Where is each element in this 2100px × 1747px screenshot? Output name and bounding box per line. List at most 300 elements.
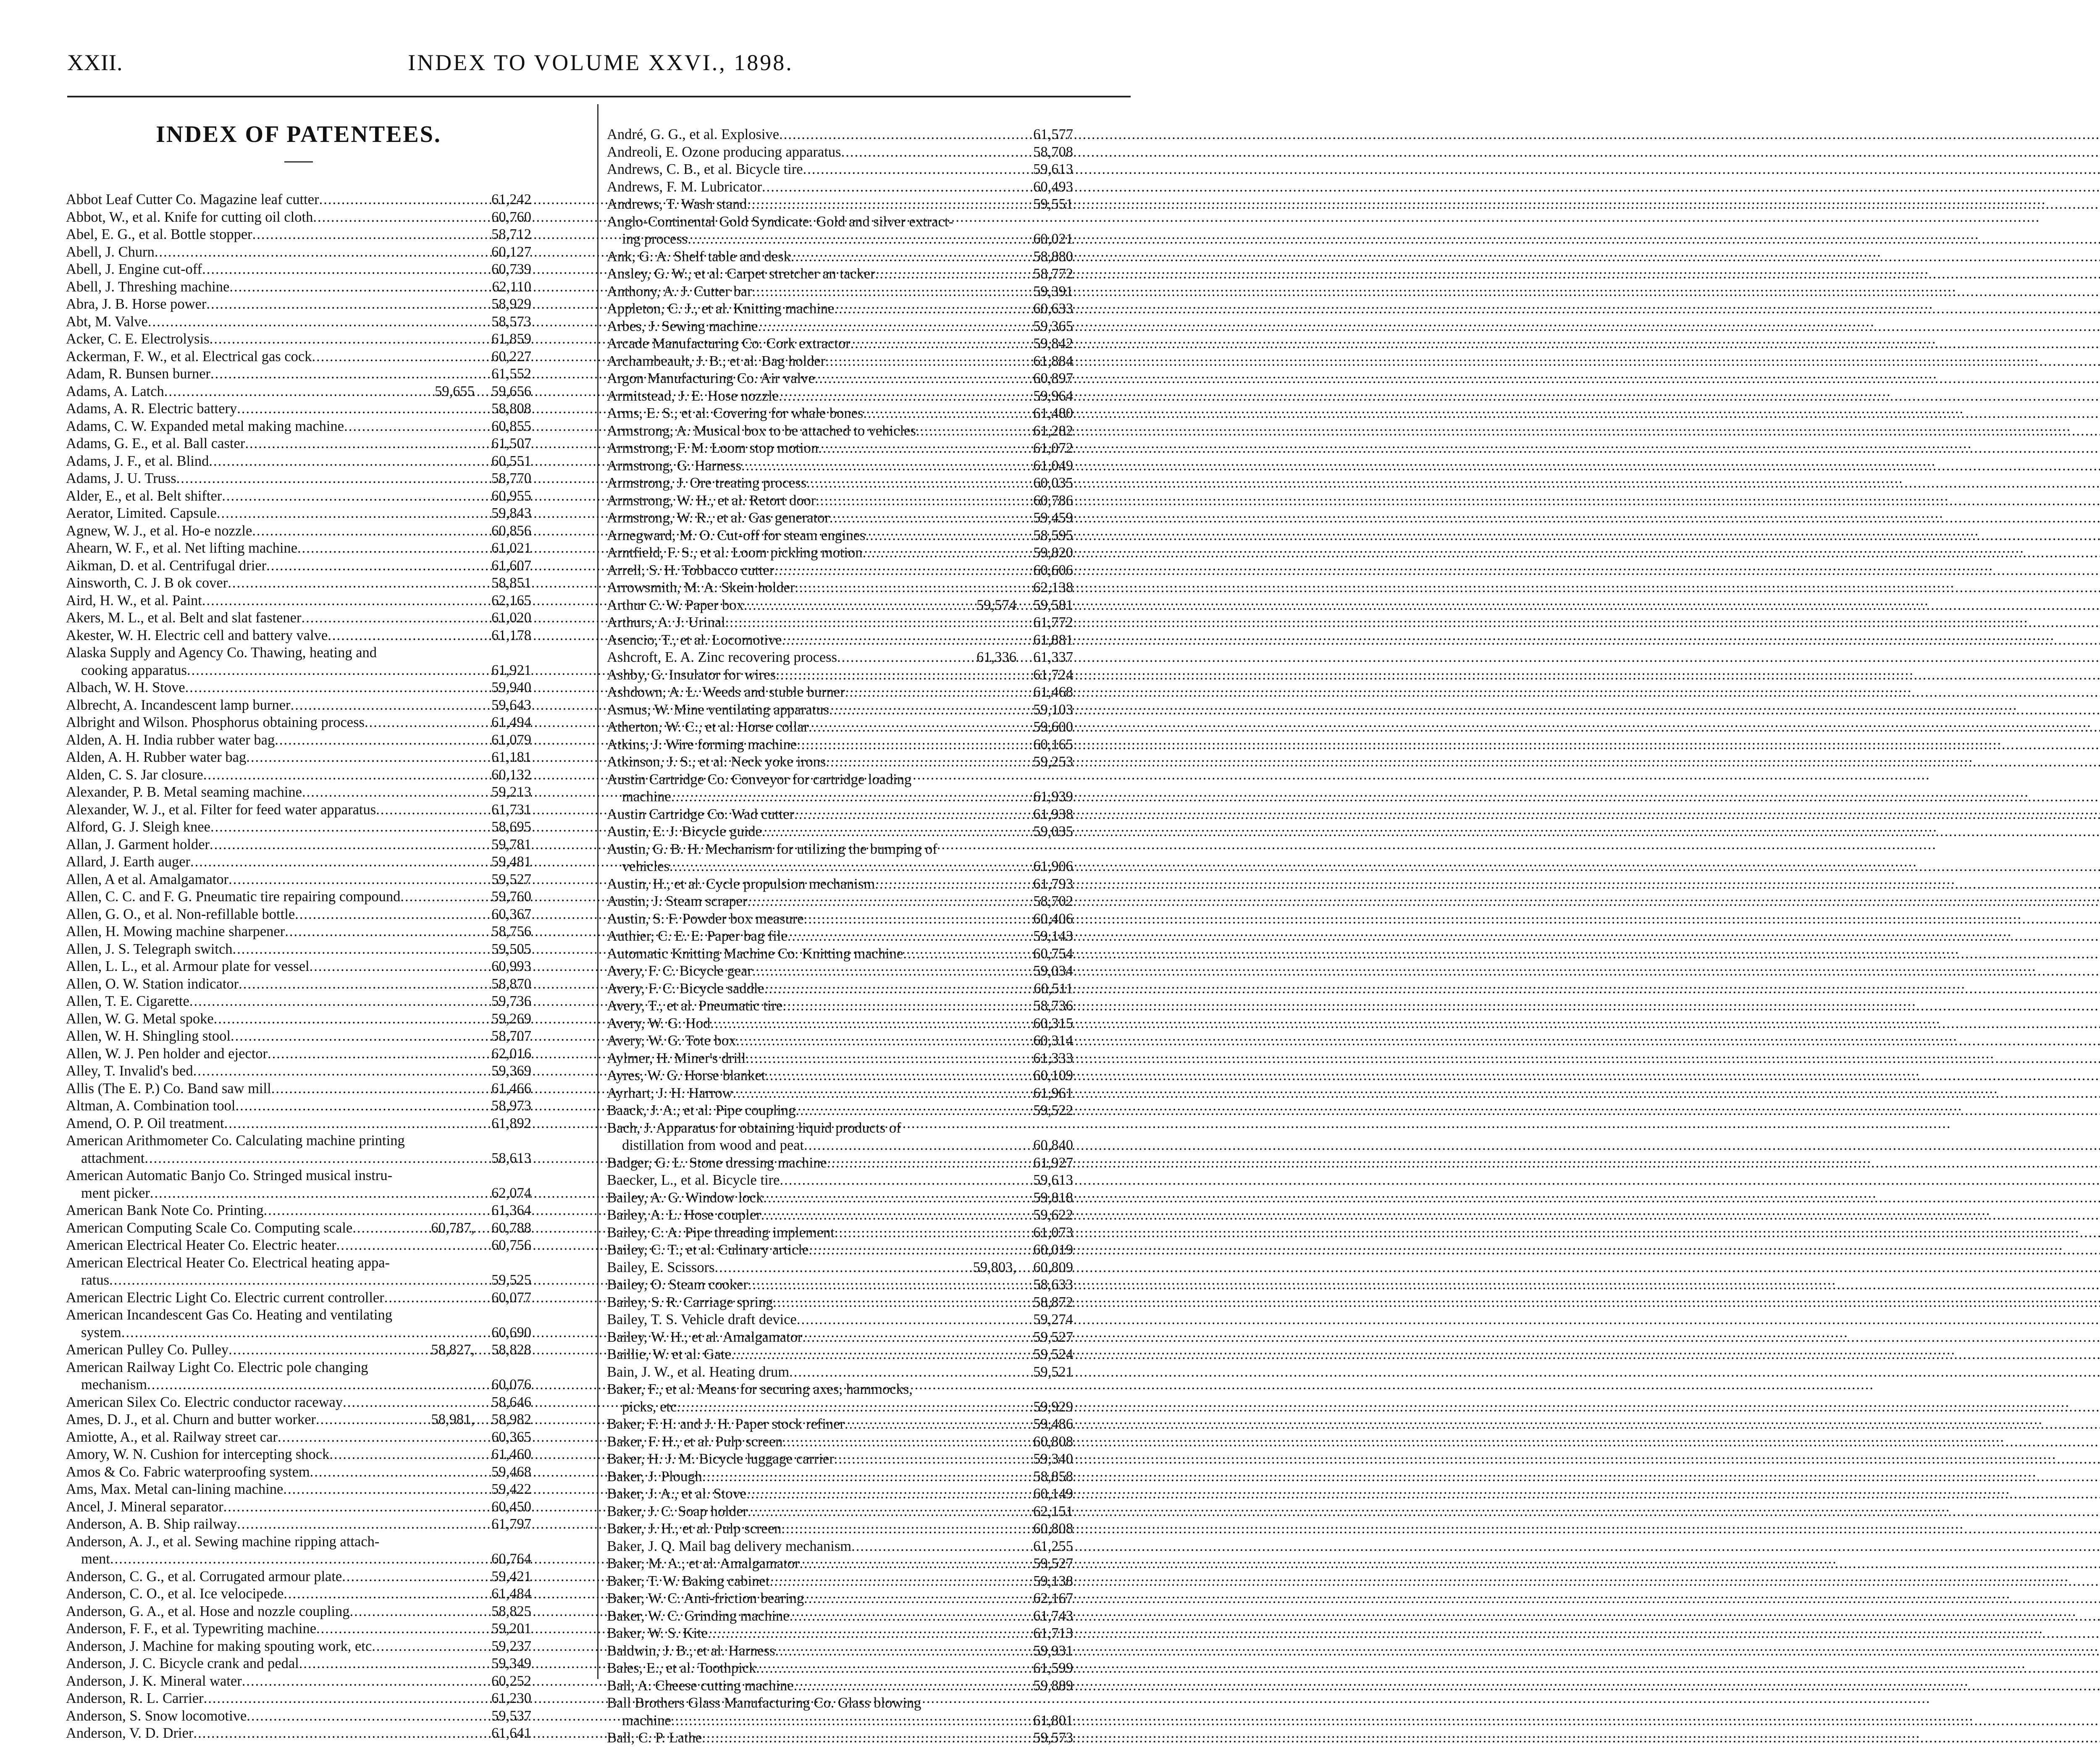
patent-number: 58,573 [491,313,531,330]
entry-line [607,1085,1073,1102]
entry-text: Bailey, S. R. Carriage spring [607,1294,773,1310]
dot-leader [756,1660,1016,1677]
index-entry [607,509,1073,527]
entry-line [607,1485,1073,1503]
entry-line [607,318,1073,336]
patent-number: 59,481 [491,854,531,870]
entry-text: Atherton, W. C., et al. Horse collar [607,719,809,735]
patent-number: 61,927 [1033,1154,1073,1171]
dot-leader [144,1150,475,1167]
dot-leader [802,1329,1016,1346]
patent-number: 59,253 [1033,754,1073,770]
patent-number: 58,646 [491,1394,531,1410]
entry-line [607,335,1073,353]
entry-line [607,1625,1073,1642]
dot-leader [283,1481,475,1498]
entry-text: machine [622,789,671,805]
dot-leader [247,1708,475,1725]
entry-text: Arbes, J. Sewing machine [607,318,758,334]
entry-line [607,1137,1073,1154]
index-entry [66,1638,531,1655]
index-entry [66,1097,531,1115]
entry-text: Allen, C. C. and F. G. Pneumatic tire repairing compound [66,889,401,905]
dot-leader [246,749,475,766]
dot-leader [336,1237,475,1254]
index-entry [66,488,531,505]
entry-line [66,1062,531,1080]
index-entry [66,784,531,801]
dot-leader [875,876,1016,893]
entry-line [66,470,531,488]
dot-leader [808,719,1016,736]
entry-line [66,871,531,889]
index-entry [66,1080,531,1098]
patent-number: 59,818 [1033,1189,1073,1206]
patent-number: 60,690 [491,1324,531,1340]
patent-number: 58,808 [491,401,531,417]
index-entry [607,1346,1073,1364]
patent-number: 61,801 [1033,1712,1073,1729]
dot-leader [863,544,1016,562]
entry-line [66,1550,531,1568]
dot-leader [310,958,475,976]
patent-number: 61,599 [1033,1660,1073,1676]
index-entry [66,941,531,958]
patent-number: 61,282 [1033,422,1073,439]
dot-leader [252,226,475,244]
patent-number: 59,422 [491,1481,531,1497]
patent-number: 59,527 [1033,1329,1073,1345]
index-entry [607,213,1073,248]
entry-line [607,614,1073,632]
entry-text: Andrews, T. Wash stand [607,196,747,212]
index-entry [66,1202,531,1220]
patent-number: 59,369 [491,1063,531,1079]
entry-text: Amend, O. P. Oil treatment [66,1115,224,1131]
entry-line [66,1498,531,1516]
entry-text: Amiotte, A., et al. Railway street car [66,1429,278,1445]
patent-number: 61,181 [491,749,531,765]
patent-number: 58,756 [491,923,531,939]
dot-leader [263,1202,475,1220]
patent-number: 60,808 [1033,1433,1073,1450]
dot-leader [916,422,1016,440]
patent-number: 60,127 [491,244,531,260]
index-entry [607,806,1073,824]
entry-line [66,1708,531,1725]
dot-leader [710,1015,1016,1033]
dot-leader [231,1028,475,1045]
entry-line [607,178,1073,196]
entry-text: Armstrong, W. R., et al. Gas generator [607,510,830,526]
entry-line [66,958,531,976]
entry-line [66,1132,531,1150]
dot-leader [762,178,1016,196]
entry-text: Andrews, C. B., et al. Bicycle tire [607,161,803,177]
entry-text: Abel, E. G., et al. Bottle stopper [66,226,252,242]
entry-text: Baldwin, J. B., et al. Harness [607,1642,775,1659]
dot-leader [837,649,976,666]
index-entry [66,1115,531,1133]
entry-line [607,265,1073,283]
dot-leader [808,1241,1016,1259]
dot-leader [804,1137,1016,1154]
patent-number: 59,459 [1033,510,1073,526]
patent-number: 61,797 [491,1516,531,1532]
patent-number: 61,021 [491,540,531,556]
dot-leader [835,1224,1016,1242]
entry-text: ratus [81,1272,110,1288]
patent-number: 60,764 [491,1551,531,1567]
index-entry [607,597,1073,614]
entry-text: attachment [81,1150,145,1166]
index-entry [607,318,1073,336]
dot-leader [746,1485,1016,1503]
entry-text: Avery, T., et al. Pneumatic tire [607,998,783,1014]
index-entry [607,475,1073,492]
dot-leader [372,1638,475,1655]
dot-leader [376,801,475,819]
title-dash [284,161,313,163]
patent-number: 58,870 [491,976,531,992]
entry-text: Armstrong, G. Harness [607,457,742,474]
entry-line [66,1516,531,1533]
dot-leader [365,714,475,732]
entry-text: Arcade Manufacturing Co. Cork extractor [607,336,850,351]
entry-text: Avery, W. G. Tote box [607,1033,736,1049]
index-entry [66,1673,531,1690]
patent-number: 58,633 [1033,1277,1073,1293]
entry-line [66,888,531,906]
index-entry [607,1381,1073,1416]
patent-number: 61,577 [1033,126,1073,142]
index-entry [66,1289,531,1307]
entry-text: Austin, J. Steam scraper [607,893,748,909]
entry-line [607,300,1073,318]
index-entry [66,191,531,209]
patent-number: 58,613 [491,1150,531,1166]
entry-text: Akester, W. H. Electric cell and battery valve [66,627,328,643]
index-entry [607,1555,1073,1573]
dot-leader [850,335,1016,353]
entry-text: Ashcroft, E. A. Zinc recovering process [607,649,837,665]
patent-number: 59,940 [491,679,531,695]
entry-line [607,388,1073,405]
entry-line [607,1555,1073,1573]
entry-line [66,1115,531,1133]
index-entry [607,265,1073,283]
entry-text: Baker, F. H. and J. H. Paper stock refiner [607,1416,845,1432]
entry-line [607,1729,1073,1747]
index-entry [66,888,531,906]
entry-text: Adams, J. U. Truss [66,470,176,486]
patent-number: 60,786 [1033,492,1073,509]
index-entry [607,1642,1073,1660]
entry-line [66,1150,531,1167]
dot-leader [688,231,1016,248]
index-entry [66,1306,531,1341]
patent-number: 59,820 [1033,545,1073,561]
patent-number: 59,527 [491,871,531,887]
dot-leader [217,505,475,522]
entry-line [66,941,531,958]
entry-line [66,453,531,470]
index-entry [66,1045,531,1063]
patent-number: 62,165 [491,592,531,609]
dot-leader [202,592,475,610]
index-entry [607,544,1073,562]
dot-leader [271,1080,475,1098]
entry-text: Asencio, T., et al. Locomotive [607,632,782,648]
entry-line [66,418,531,435]
dot-leader [312,348,475,366]
dot-leader [752,283,1016,301]
index-entry [66,348,531,366]
entry-line [66,679,531,697]
patent-number: 61,364 [491,1202,531,1218]
entry-text: Atkins, J. Wire forming machine [607,736,797,753]
entry-line [66,1603,531,1621]
patent-number: 61,859 [491,331,531,347]
index-entry [66,1708,531,1725]
index-entry [66,853,531,871]
entry-line [66,976,531,993]
entry-text: Arnegward, M. O. Cut-off for steam engines [607,527,866,543]
header-rule [67,96,1131,97]
entry-line [66,1097,531,1115]
dot-leader [295,906,475,923]
index-entry [607,1520,1073,1538]
dot-leader [299,1655,475,1673]
dot-leader [329,1446,475,1464]
entry-text: Baker, J. H., et al. Pulp screen [607,1521,782,1537]
entry-line [66,1341,531,1359]
index-entry [607,614,1073,632]
dot-leader [110,1550,475,1568]
patent-number: 59,421 [491,1568,531,1584]
patent-number: 61,460 [491,1446,531,1462]
entry-line [607,1642,1073,1660]
patent-number: 60,856 [491,522,531,539]
entry-text: Anderson, C. G., et al. Corrugated armour plate [66,1568,342,1584]
dot-leader [797,736,1016,754]
dot-leader [669,858,1016,876]
index-entry [607,1294,1073,1312]
index-entry [607,1050,1073,1068]
entry-line [607,893,1073,910]
entry-line [607,1050,1073,1068]
entry-text: Ames, D. J., et al. Churn and butter worker [66,1411,316,1427]
index-entry [66,766,531,784]
dot-leader [266,557,475,575]
index-entry [607,283,1073,301]
entry-text: Armstrong, W. H., et al. Retort door [607,492,816,509]
dot-leader [875,265,1016,283]
patent-number: 61,072 [1033,440,1073,456]
entry-text: Bailey, T. S. Vehicle draft device [607,1312,797,1327]
patent-number: 58,872 [1033,1294,1073,1310]
entry-line [607,457,1073,475]
entry-text: Bailey, A. G. Window lock [607,1189,764,1206]
entry-line [607,283,1073,301]
patent-number: 59,622 [1033,1207,1073,1223]
patent-number: 59,613 [1033,1172,1073,1188]
patent-number: 59,573 [1033,1730,1073,1746]
index-entry [66,1167,531,1202]
dot-leader [715,1259,973,1277]
entry-line [66,818,531,836]
index-entry [66,400,531,418]
index-entry [607,144,1073,161]
patent-number: 61,468 [1033,684,1073,700]
index-entry [66,453,531,470]
dot-leader [788,928,1016,945]
dot-leader [319,191,475,209]
dot-leader [164,383,435,401]
patent-number: 59,843 [491,505,531,521]
dot-leader [776,666,1016,684]
dot-leader [748,1276,1016,1294]
index-entry [66,209,531,226]
patent-number: 61,049 [1033,457,1073,474]
entry-line [66,801,531,819]
dot-leader [233,941,475,958]
entry-text: Bailey, O. Steam cooker [607,1277,748,1293]
index-entry [66,1603,531,1621]
dot-leader [804,910,1016,928]
patent-number: 61,772 [1033,614,1073,630]
dot-leader [202,261,475,278]
dot-leader [278,1429,475,1446]
index-entry [66,1585,531,1603]
index-entry [607,632,1073,649]
patent-number: 62,016 [491,1045,531,1062]
entry-line [66,697,531,714]
entry-text: Abbot, W., et al. Knife for cutting oil cloth [66,209,313,225]
dot-leader [736,1032,1016,1050]
index-entry [607,963,1073,980]
entry-line [66,209,531,226]
index-entry [607,980,1073,998]
entry-line [66,435,531,453]
index-entry [607,1608,1073,1625]
patent-number: 58,595 [1033,527,1073,543]
entry-line [607,788,1073,806]
dot-leader [252,522,475,540]
entry-line [66,644,531,662]
entry-line [66,1272,531,1289]
entry-line [607,597,1073,614]
entry-line [66,592,531,610]
entry-text: Alder, E., et al. Belt shifter [66,488,222,504]
entry-text: Arthur C. W. Paper box [607,597,744,613]
entry-line [607,1172,1073,1189]
patent-number: 60,367 [491,906,531,922]
patent-number: 59,522 [1033,1102,1073,1118]
entry-line [607,1503,1073,1521]
entry-line [66,1202,531,1220]
entry-line [66,732,531,749]
entry-text: Allen, O. W. Station indicator [66,976,239,992]
patent-number: 58,772 [1033,266,1073,282]
index-entry [66,226,531,244]
entry-line [66,313,531,331]
index-entry [66,1237,531,1254]
index-entry [607,335,1073,353]
index-entry [66,1411,531,1429]
dot-leader [150,1185,475,1202]
left-column [66,122,531,1742]
dot-leader [708,1625,1016,1642]
index-entry [66,871,531,889]
entry-line [607,1416,1073,1433]
entry-text: Aylmer, H. Miner's drill [607,1050,746,1066]
entry-line [607,1032,1073,1050]
index-entry [607,1451,1073,1468]
index-entry [607,178,1073,196]
patent-number: 59,365 [1033,318,1073,334]
dot-leader [758,318,1016,336]
extra-patent-number: 59,803, [973,1259,1016,1275]
patent-number: 61,020 [491,610,531,626]
entry-line [607,422,1073,440]
entry-line [607,1015,1073,1033]
entry-text: Adams, J. F., et al. Blind [66,453,209,469]
patent-number: 60,450 [491,1498,531,1515]
entry-line [607,945,1073,963]
index-entry [607,1329,1073,1346]
entry-line [66,191,531,209]
index-entry [66,331,531,348]
dot-leader [769,1573,1016,1590]
entry-text: Ayres, W. G. Horse blanket [607,1068,766,1083]
section-title: INDEX OF PATENTEES. [156,121,441,147]
patent-number: 59,138 [1033,1573,1073,1589]
patent-number: 61,938 [1033,806,1073,822]
entry-text: Abell, J. Threshing machine [66,278,230,295]
entry-line [66,1167,531,1185]
entry-line [607,1154,1073,1172]
entry-text: Alden, A. H. Rubber water bag [66,749,247,765]
entry-text: Austin Cartridge Co. Conveyor for cartridge loading [607,771,912,787]
patent-number: 59,736 [491,993,531,1009]
entry-line [66,1620,531,1638]
entry-list [607,126,1073,1747]
index-entry [66,244,531,261]
index-entry [66,1655,531,1673]
patent-number: 60,165 [1033,736,1073,753]
index-entry [66,574,531,592]
patent-number: 59,964 [1033,388,1073,404]
index-entry [607,1625,1073,1642]
entry-line [66,557,531,575]
index-entry [66,1028,531,1045]
dot-leader [224,1115,475,1133]
entry-line [66,278,531,296]
entry-line [607,1241,1073,1259]
dot-leader [671,788,1016,806]
extra-patent-number: 58,981, [431,1411,475,1427]
page-header [67,50,1134,87]
index-entry [607,997,1073,1015]
index-entry [607,1259,1073,1277]
patent-number: 60,227 [491,348,531,365]
entry-text: system [81,1324,121,1340]
index-entry [607,1207,1073,1224]
index-entry [66,836,531,854]
dot-leader [285,923,475,941]
index-entry [66,1725,531,1742]
